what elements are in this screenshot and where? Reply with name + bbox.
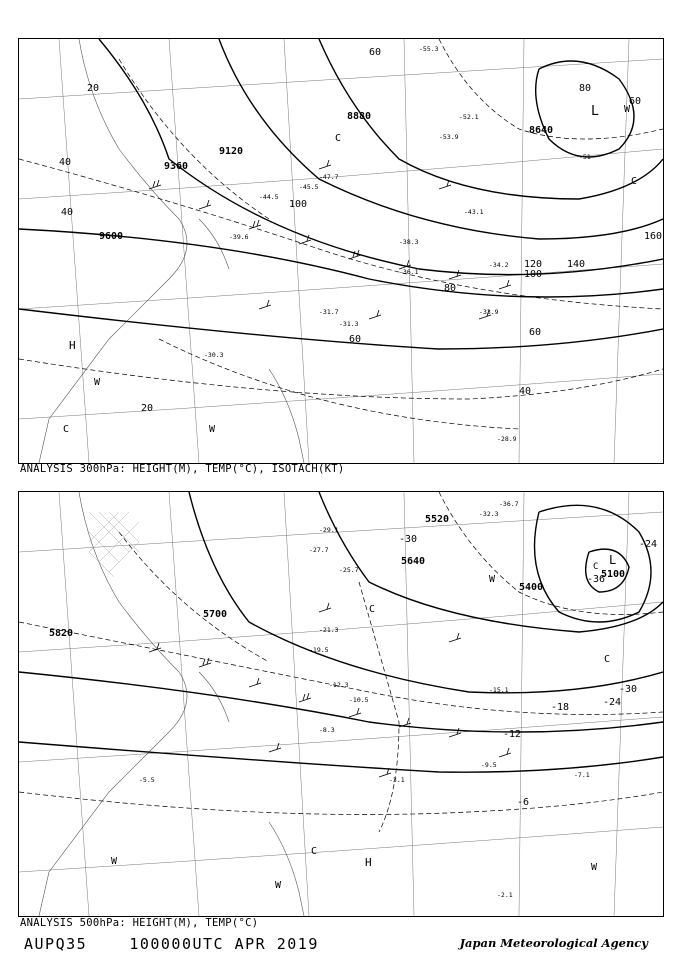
isotach-label: 160: [644, 231, 663, 242]
cold-center: C: [369, 604, 376, 615]
temp-value: -53.9: [439, 133, 459, 141]
isotach-label: 20: [87, 83, 100, 94]
height-label: 5520: [425, 514, 450, 525]
temp-value: -27.7: [309, 546, 329, 554]
temp-value: -28.9: [497, 435, 517, 443]
temp-value: -45.5: [299, 183, 319, 191]
temp-value: -31.7: [319, 308, 339, 316]
temp-value: -39.6: [229, 233, 249, 241]
isotach-label: 80: [579, 83, 592, 94]
coastline-500: [39, 492, 304, 916]
isotach-label: 120: [524, 259, 543, 270]
height-contours-300: [19, 39, 663, 349]
height-label: 9120: [219, 146, 244, 157]
coastline-300: [39, 39, 304, 463]
temp-value: -9.5: [481, 761, 497, 769]
isotherm-label: -12: [503, 729, 522, 740]
height-label: 5100: [601, 569, 626, 580]
temp-value: -12.3: [329, 681, 349, 689]
temp-value: -32.3: [479, 510, 499, 518]
temp-value: -47.7: [319, 173, 339, 181]
isotherm-label: -24: [603, 697, 622, 708]
map-panel-500hpa: [18, 491, 664, 917]
chart-datetime: 100000UTC APR 2019: [129, 935, 319, 953]
temp-value: -51: [579, 153, 591, 161]
temp-value: -36.7: [499, 500, 519, 508]
height-label: 5700: [203, 609, 228, 620]
temp-value: -5.5: [139, 776, 155, 784]
temp-value: -44.5: [259, 193, 279, 201]
temp-value: -10.5: [349, 696, 369, 704]
isotach-label: 40: [59, 157, 72, 168]
isotach-label: 20: [141, 403, 154, 414]
temp-value: -33.9: [479, 308, 499, 316]
cold-center: C: [311, 846, 318, 857]
isotach-label: 40: [61, 207, 74, 218]
low-center: L: [591, 104, 599, 119]
low-center: L: [609, 553, 617, 567]
labels-300: [59, 45, 662, 443]
temp-value: -15.1: [489, 686, 509, 694]
isotach-label: 80: [444, 283, 457, 294]
temp-value: -36.1: [399, 268, 419, 276]
graticule-300: [19, 39, 663, 463]
temp-value: -38.3: [399, 238, 419, 246]
temp-value: -29.1: [319, 526, 339, 534]
temp-value: -43.1: [464, 208, 484, 216]
temp-value: -34.2: [489, 261, 509, 269]
isotach-label: 140: [567, 259, 586, 270]
height-contours-500: [19, 492, 663, 772]
warm-center: W: [275, 880, 282, 891]
temp-value: -2.1: [497, 891, 513, 899]
cold-center: C: [335, 133, 342, 144]
temp-value: -30.3: [204, 351, 224, 359]
map-500hpa-svg: [19, 492, 663, 916]
temp-value: -55.3: [419, 45, 439, 53]
cold-center: C: [631, 176, 638, 187]
agency-name: Japan Meteorological Agency: [459, 936, 648, 950]
isotach-label: 60: [369, 47, 382, 58]
warm-center: W: [591, 862, 598, 873]
cold-center: C: [604, 654, 611, 665]
warm-center: W: [489, 574, 496, 585]
isotach-label: 100: [524, 269, 543, 280]
map-300hpa-svg: [19, 39, 663, 463]
chart-code: AUPQ35: [24, 935, 88, 953]
warm-center: W: [209, 424, 216, 435]
isotach-label: 60: [529, 327, 542, 338]
isotherm-label: -24: [639, 539, 658, 550]
temp-value: -7.1: [574, 771, 590, 779]
height-label: 5820: [49, 628, 74, 639]
panel-caption-500hpa: ANALYSIS 500hPa: HEIGHT(M), TEMP(°C): [20, 917, 259, 929]
temp-value: -8.3: [319, 726, 335, 734]
height-label: 8640: [529, 125, 554, 136]
isotherm-label: -36: [587, 574, 606, 585]
height-label: 5640: [401, 556, 426, 567]
warm-center: W: [111, 856, 118, 867]
isotherm-label: -18: [551, 702, 570, 713]
isotherm-label: -30: [399, 534, 418, 545]
isotach-label: 60: [629, 96, 642, 107]
hatching-500: [89, 512, 139, 577]
isotherm-label: -6: [517, 797, 530, 808]
height-label: 5400: [519, 582, 544, 593]
temp-value: -3.1: [389, 776, 405, 784]
chart-code-datetime: [24, 935, 319, 953]
temp-value: -21.3: [319, 626, 339, 634]
high-center: H: [69, 339, 76, 352]
isotach-label: 60: [349, 334, 362, 345]
warm-center: W: [624, 104, 631, 115]
isotach-label: 40: [519, 386, 532, 397]
temp-value: -52.1: [459, 113, 479, 121]
temp-value: -19.5: [309, 646, 329, 654]
isotach-label: 100: [289, 199, 308, 210]
map-panel-300hpa: [18, 38, 664, 464]
warm-center: W: [94, 377, 101, 388]
temp-value: -25.7: [339, 566, 359, 574]
height-label: 9600: [99, 231, 124, 242]
temp-value: -31.3: [339, 320, 359, 328]
panel-caption-300hpa: ANALYSIS 300hPa: HEIGHT(M), TEMP(°C), ISOTACH(KT): [20, 463, 345, 475]
cold-center: C: [63, 424, 70, 435]
cold-center: C: [593, 562, 599, 572]
height-label: 8880: [347, 111, 372, 122]
isotherm-label: -30: [619, 684, 638, 695]
high-center: H: [365, 856, 372, 869]
height-label: 9360: [164, 161, 189, 172]
